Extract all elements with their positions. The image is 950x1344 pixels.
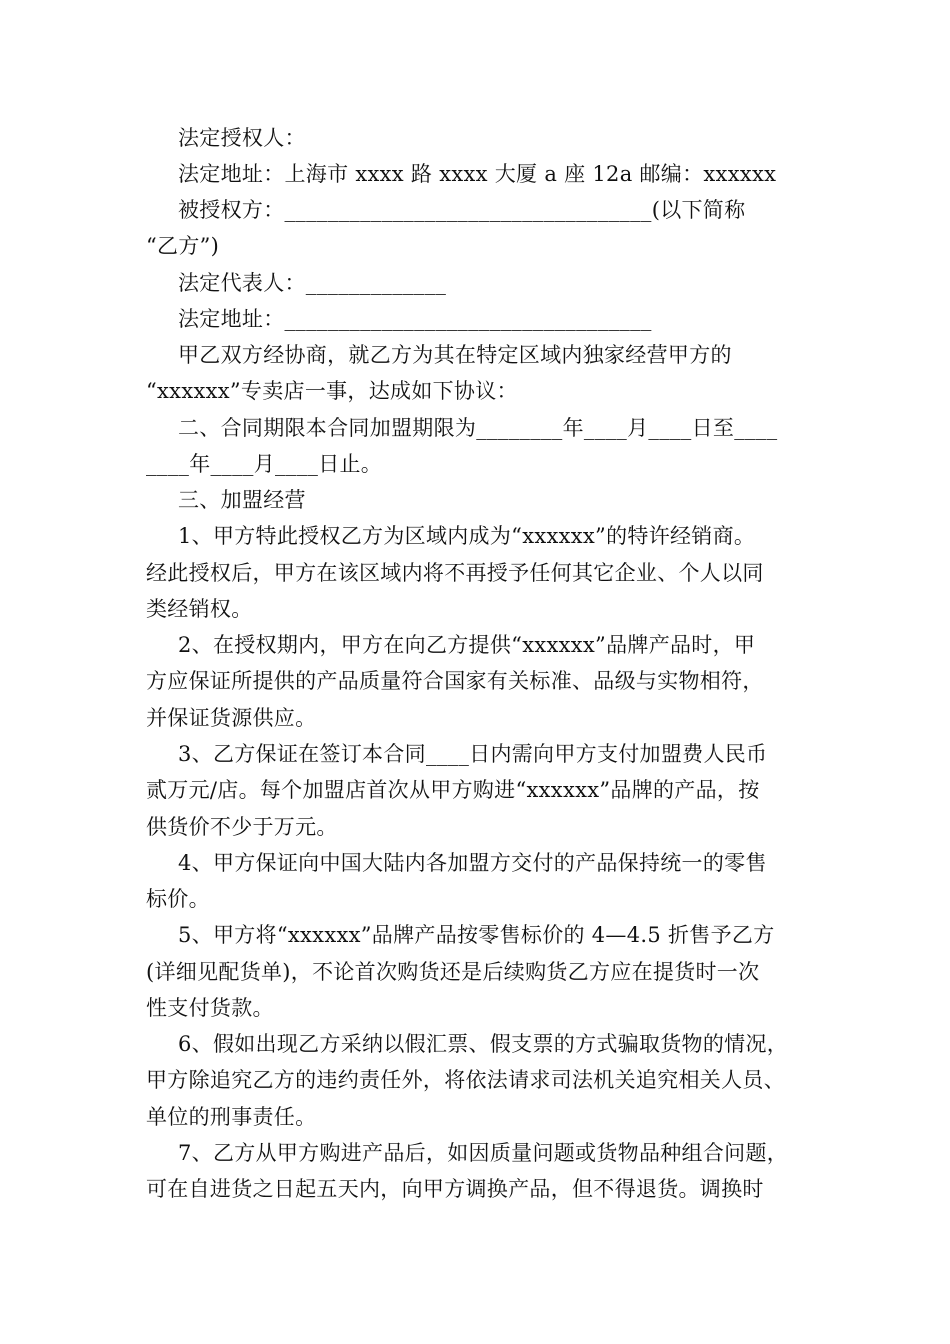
preamble-line-1: 甲乙双方经协商，就乙方为其在特定区域内独家经营甲方的	[178, 343, 732, 367]
clause-3-line-2: 贰万元/店。每个加盟店首次从甲方购进“xxxxxx”品牌的产品，按	[146, 778, 760, 802]
clause-3-line-3: 供货价不少于万元。	[146, 815, 338, 839]
authorized-party-line: 被授权方：__________________________________(以下简称	[178, 198, 746, 222]
clause-6-line-1: 6、假如出现乙方采纳以假汇票、假支票的方式骗取货物的情况，	[178, 1032, 789, 1056]
section-3-heading: 三、加盟经营	[178, 488, 306, 512]
preamble-line-2: “xxxxxx”专卖店一事，达成如下协议：	[146, 379, 518, 403]
clause-4-line-2: 标价。	[146, 887, 210, 911]
clause-7-line-1: 7、乙方从甲方购进产品后，如因质量问题或货物品种组合问题，	[178, 1141, 789, 1165]
clause-5-line-3: 性支付货款。	[146, 996, 274, 1020]
clause-4-line-1: 4、甲方保证向中国大陆内各加盟方交付的产品保持统一的零售	[178, 851, 767, 875]
clause-6-line-2: 甲方除追究乙方的违约责任外，将依法请求司法机关追究相关人员、	[146, 1068, 785, 1092]
legal-representative-line: 法定代表人：_____________	[178, 271, 447, 295]
party-b-address-line: 法定地址：__________________________________	[178, 307, 652, 331]
authorizer-address-line: 法定地址：上海市 xxxx 路 xxxx 大厦 a 座 12a 邮编：xxxxxx	[178, 162, 777, 186]
section-2-line-1: 二、合同期限本合同加盟期限为________年____月____日至____	[178, 416, 778, 440]
clause-1-line-2: 经此授权后，甲方在该区域内将不再授予任何其它企业、个人以同	[146, 561, 764, 585]
clause-3-line-1: 3、乙方保证在签订本合同____日内需向甲方支付加盟费人民币	[178, 742, 768, 766]
section-2-line-2: ____年____月____日止。	[146, 452, 383, 476]
clause-5-line-1: 5、甲方将“xxxxxx”品牌产品按零售标价的 4—4.5 折售予乙方	[178, 923, 775, 947]
party-b-alias-line: “乙方”)	[146, 234, 220, 258]
clause-5-line-2: (详细见配货单)，不论首次购货还是后续购货乙方应在提货时一次	[146, 960, 760, 984]
clause-2-line-2: 方应保证所提供的产品质量符合国家有关标准、品级与实物相符，	[146, 669, 764, 693]
clause-6-line-3: 单位的刑事责任。	[146, 1105, 317, 1129]
clause-2-line-3: 并保证货源供应。	[146, 706, 317, 730]
clause-7-line-2: 可在自进货之日起五天内，向甲方调换产品，但不得退货。调换时	[146, 1177, 764, 1201]
authorized-person-line: 法定授权人：	[178, 126, 306, 150]
clause-2-line-1: 2、在授权期内，甲方在向乙方提供“xxxxxx”品牌产品时，甲	[178, 633, 756, 657]
clause-1-line-1: 1、甲方特此授权乙方为区域内成为“xxxxxx”的特许经销商。	[178, 524, 756, 548]
clause-1-line-3: 类经销权。	[146, 597, 253, 621]
